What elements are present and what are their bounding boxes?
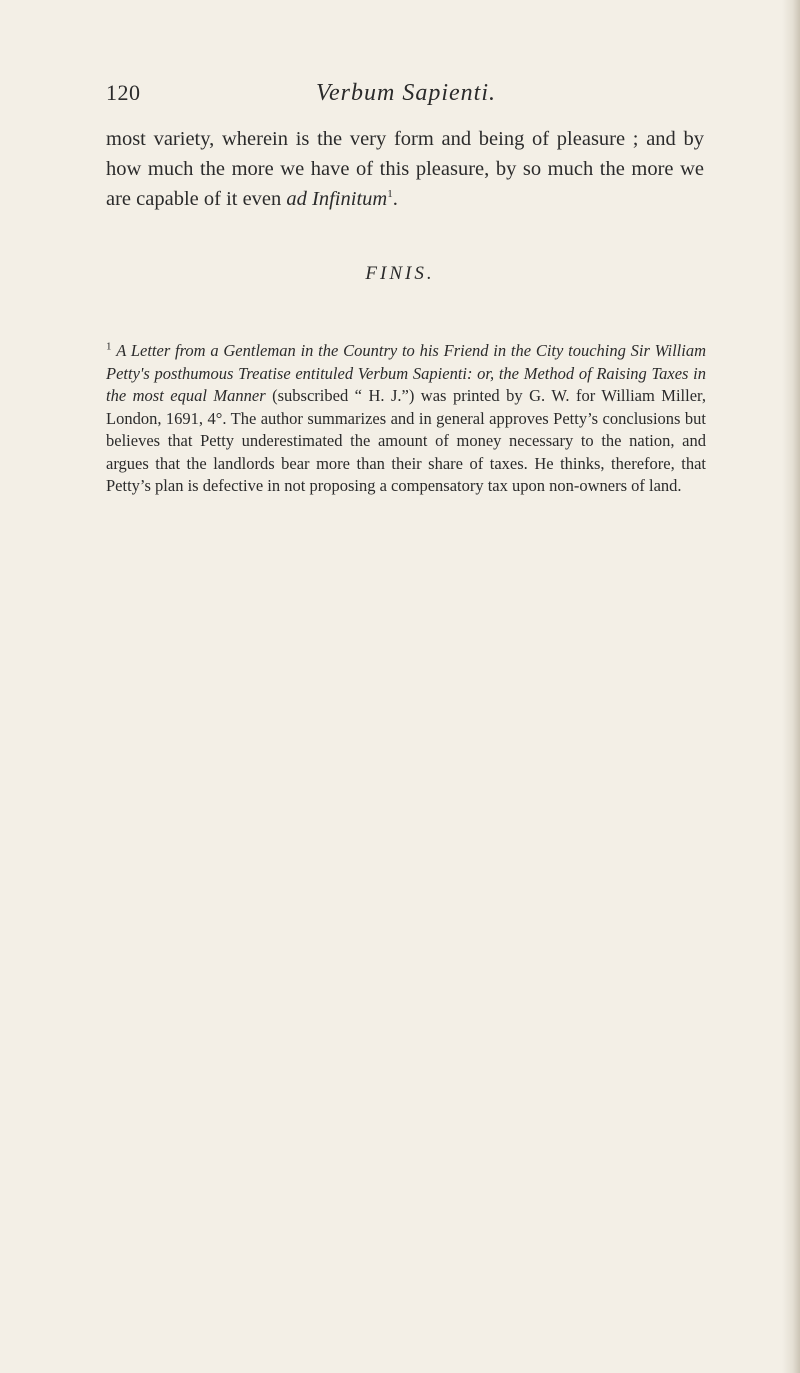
body-paragraph <box>106 124 704 214</box>
running-head: Verbum Sapienti. <box>316 80 496 106</box>
finis-heading: FINIS. <box>365 263 435 284</box>
page-edge-shadow <box>782 0 800 1373</box>
page-number: 120 <box>106 80 141 105</box>
body-text-end: . <box>392 188 398 210</box>
body-text-start: most variety, wherein is the very form and being of pleasure ; and by how much the more we have of this pleasure, by so much the more we are capable of it even <box>106 128 704 210</box>
footnote-reference: 1 <box>387 188 393 201</box>
footnote-marker: 1 <box>106 340 112 353</box>
footnote <box>106 340 706 498</box>
page-header <box>106 80 706 120</box>
footnote-text: (subscribed “ H. J.”) was printed by G. W. for William Miller, London, 1691, 4°. The author summarizes and in general approves Petty’s conclusions but believes that Petty underestimated the amount of money necessary to the nation, and argues that the landlords bear more than their share of taxes. He thinks, therefore, that Petty’s plan is defective in not proposing a compensatory tax upon non-owners of land. <box>106 386 707 495</box>
footnote-italic-title: A Letter from a Gentleman in the Country to his Friend in the City touching Sir William Petty's posthumous Treatise entituled Verbum Sapienti: or, the Method of Raising Taxes in the most equal Manner <box>106 341 707 405</box>
body-italic-phrase: ad Infinitum <box>286 188 388 210</box>
